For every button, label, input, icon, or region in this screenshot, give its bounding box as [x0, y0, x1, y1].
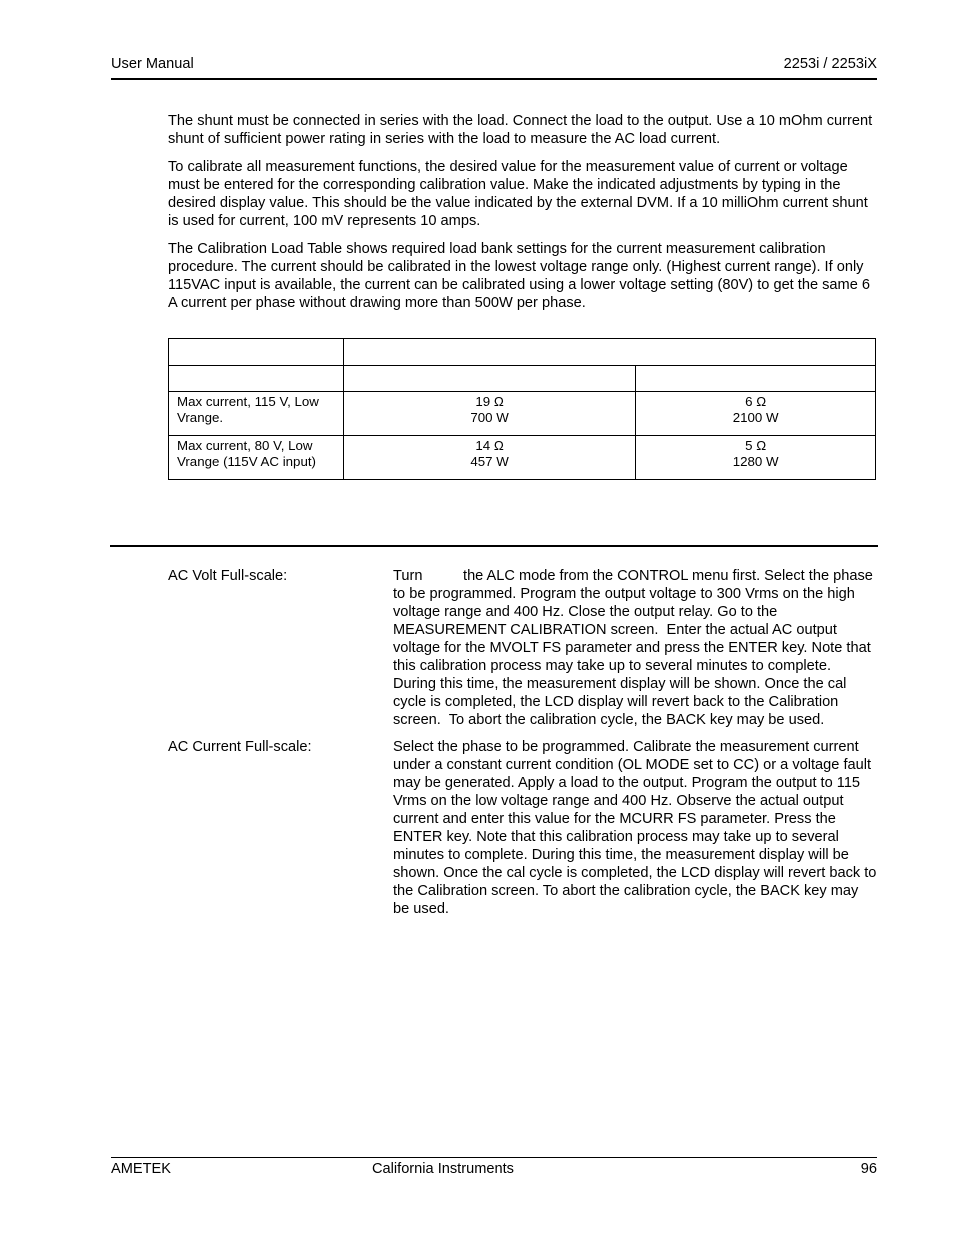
power-value: 2100 W — [732, 410, 779, 425]
row-label: Max current, 115 V, Low Vrange. — [169, 392, 344, 436]
resistance-value: 5 Ω — [745, 438, 767, 453]
resistance-value: 19 Ω — [475, 394, 504, 409]
intro-paragraph: The shunt must be connected in series with the load. Connect the load to the output. Use a 10 mOhm current shunt of sufficient power rating in series with the load to measure the AC load current. — [168, 113, 873, 147]
step-ac-volt — [168, 567, 880, 729]
page-footer — [111, 1157, 877, 1181]
table-subheader-cell — [343, 366, 636, 392]
intro-paragraph: To calibrate all measurement functions, the desired value for the measurement value of current or voltage must be entered for the corresponding calibration value. Make the indicated adjustments by typing in the desired display value. This should be the value indicated by the external DVM. If a 10 milliOhm current shunt is used for current, 100 mV represents 10 amps. — [168, 159, 868, 229]
header-model: 2253i / 2253iX — [783, 56, 877, 72]
resistance-value: 6 Ω — [745, 394, 767, 409]
calibration-steps — [168, 567, 880, 927]
calibration-load-table — [168, 338, 876, 480]
step-label: AC Current Full-scale: — [168, 739, 312, 755]
intro-paragraph: The Calibration Load Table shows required load bank settings for the current measurement calibration procedure. The current should be calibrated in the lowest voltage range only. (Highest current range). If only 115VAC input is available, the current can be calibrated using a lower voltage setting (80V) to get the same 6 A current per phase without drawing more than 500W per phase. — [168, 241, 870, 311]
load-cell — [636, 436, 876, 480]
table-header-row — [169, 339, 876, 366]
table-row — [169, 436, 876, 480]
power-value: 457 W — [470, 454, 509, 469]
power-value: 700 W — [470, 410, 509, 425]
step-text: Turn the ALC mode from the CONTROL menu first. Select the phase to be programmed. Program the output voltage to 300 Vrms on the high voltage range and 400 Hz. Close the output relay. Go to the MEASUREMENT CALIBRATION screen. Enter the actual AC output voltage for the MVOLT FS parameter and press the ENTER key. Note that this calibration process may take up to several minutes to complete. During this time, the measurement display will be shown. Once the cal cycle is completed, the LCD display will revert back to the Calibration screen. To abort the calibration cycle, the BACK key may be used. — [393, 568, 877, 728]
load-cell — [343, 436, 636, 480]
table-header-cell — [169, 339, 344, 366]
section-divider — [110, 545, 878, 547]
table-subheader-cell — [169, 366, 344, 392]
page-number: 96 — [860, 1161, 877, 1177]
table-header-cell — [343, 339, 875, 366]
row-label: Max current, 80 V, Low Vrange (115V AC input) — [169, 436, 344, 480]
footer-company: AMETEK — [111, 1161, 172, 1177]
step-label: AC Volt Full-scale: — [168, 568, 288, 584]
header-title: User Manual — [111, 56, 194, 72]
load-cell — [636, 392, 876, 436]
intro-text — [168, 112, 880, 322]
table-row — [169, 392, 876, 436]
power-value: 1280 W — [732, 454, 779, 469]
resistance-value: 14 Ω — [475, 438, 504, 453]
step-ac-current — [168, 738, 880, 918]
step-text: Select the phase to be programmed. Calibrate the measurement current under a constant current condition (OL MODE set to CC) or a voltage fault may be generated. Apply a load to the output. Program the output to 115 Vrms on the low voltage range and 400 Hz. Observe the actual output current and enter this value for the MCURR FS parameter. Press the ENTER key. Note that this calibration process may take up to several minutes to complete. During this time, the measurement display will be shown. Once the cal cycle is completed, the LCD display will revert back to the Calibration screen. To abort the calibration cycle, the BACK key may be used. — [393, 739, 877, 917]
footer-division: California Instruments — [372, 1161, 514, 1177]
load-cell — [343, 392, 636, 436]
table-subheader-row — [169, 366, 876, 392]
page-header — [111, 56, 877, 80]
table-subheader-cell — [636, 366, 876, 392]
